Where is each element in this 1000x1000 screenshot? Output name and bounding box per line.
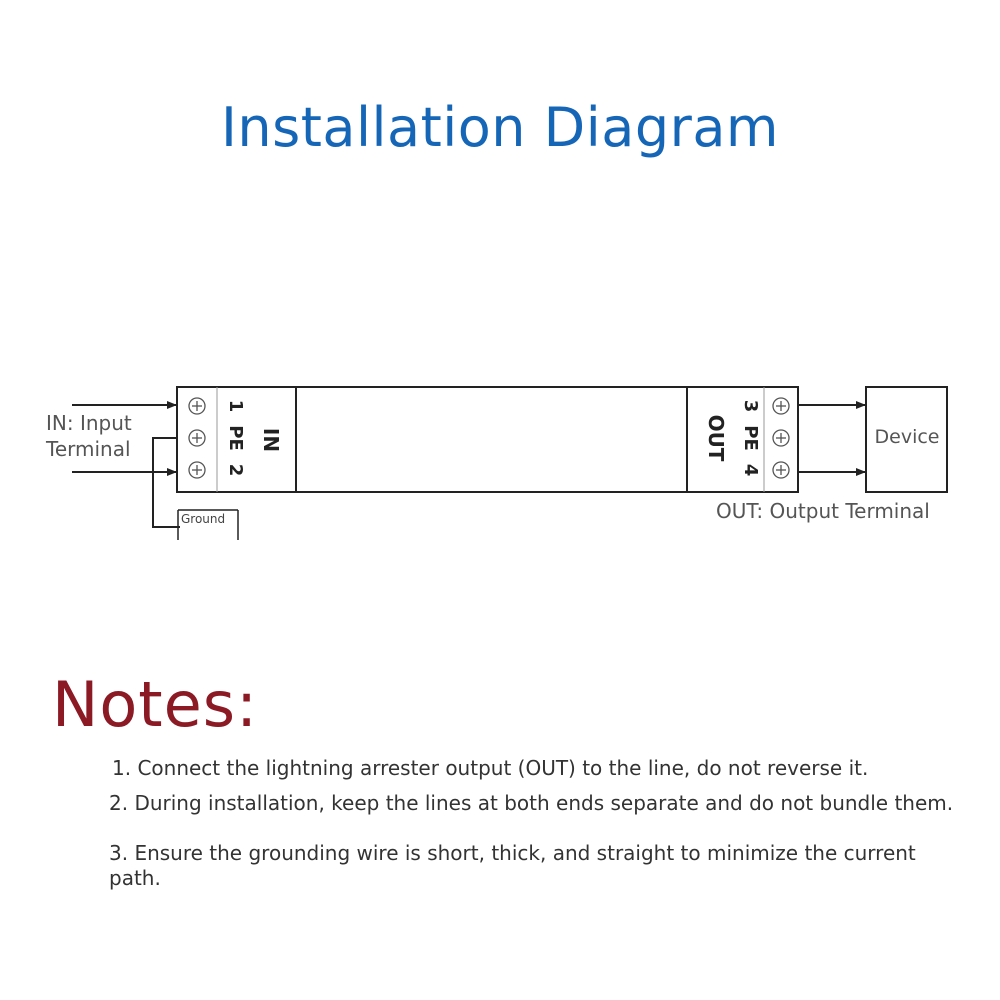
note-item-3: 3. Ensure the grounding wire is short, thick, and straight to minimize the current path. <box>109 841 916 890</box>
note-item-1: 1. Connect the lightning arrester output (OUT) to the line, do not reverse it. <box>112 756 869 780</box>
out-terminal-pe-label: PE <box>740 425 761 451</box>
in-screw-1-icon <box>189 398 205 414</box>
out-terminal-4-label: 4 <box>740 463 761 477</box>
in-terminal-1-label: 1 <box>225 399 246 413</box>
in-terminal-label-line1: IN: Input <box>46 411 132 435</box>
out-screw-pe-icon <box>773 430 789 446</box>
note-item-2: 2. During installation, keep the lines at both ends separate and do not bundle them. <box>109 791 954 815</box>
ground-wire <box>153 438 180 527</box>
out-terminal-3-label: 3 <box>740 399 761 413</box>
in-terminal-label-line2: Terminal <box>46 437 131 461</box>
page-title: Installation Diagram <box>220 96 780 159</box>
in-terminal-pe-label: PE <box>225 425 246 451</box>
in-screw-pe-icon <box>189 430 205 446</box>
module-in-label: IN <box>259 427 283 453</box>
in-screw-2-icon <box>189 462 205 478</box>
ground-label: Ground <box>181 512 226 526</box>
in-terminal-2-label: 2 <box>225 463 246 477</box>
device-label: Device <box>874 426 940 448</box>
notes-heading: Notes: <box>52 668 258 741</box>
out-terminal-label: OUT: Output Terminal <box>716 499 930 523</box>
module-out-label: OUT <box>704 414 728 462</box>
out-screw-4-icon <box>773 462 789 478</box>
out-screw-3-icon <box>773 398 789 414</box>
